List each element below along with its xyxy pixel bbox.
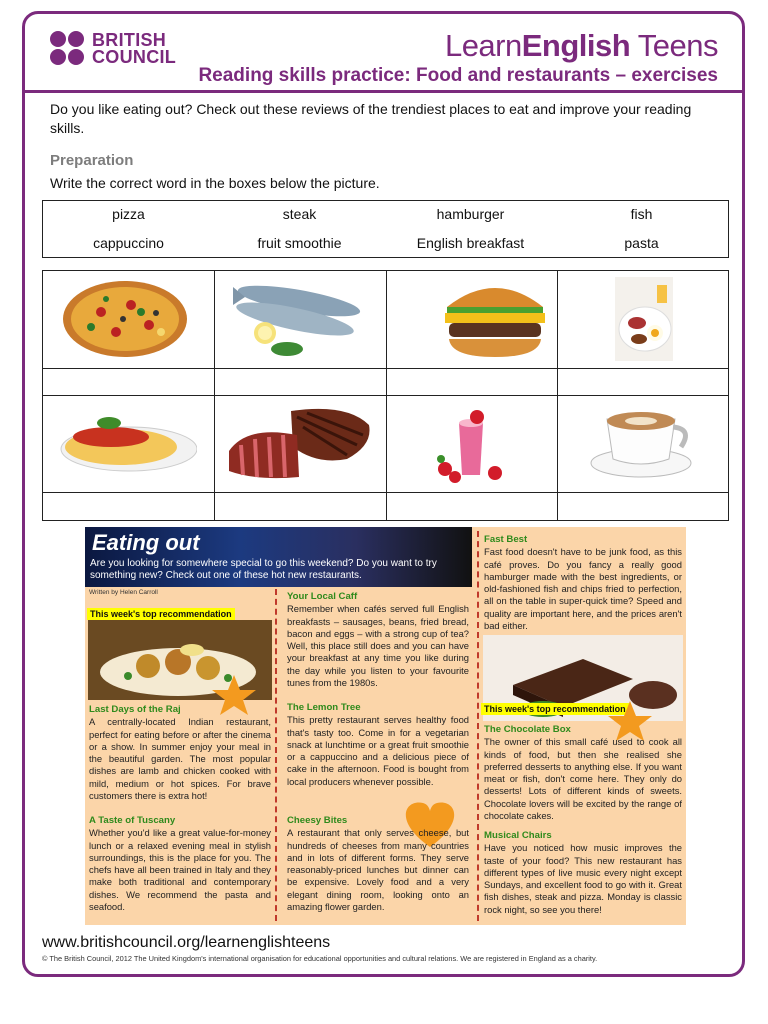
british-council-logo	[50, 31, 176, 67]
review-last-days-of-the-raj	[89, 704, 271, 802]
review-title: Cheesy Bites	[287, 815, 348, 826]
review-title: The Lemon Tree	[287, 702, 361, 713]
word-item: English breakfast	[416, 235, 525, 251]
review-text: Remember when cafés served full English breakfasts – sausages, beans, fried bread, bacon and eggs – with a strong cup of tea? Well, this place still does and you can have your breakfast at any time you like during the day while you listen to your favourite tunes from the 1980s.	[287, 603, 469, 689]
magazine-article	[85, 527, 686, 925]
cappuccino-image	[589, 407, 697, 481]
review-title: Musical Chairs	[484, 830, 552, 841]
british-council-dots-icon	[50, 31, 86, 67]
review-text: This pretty restaurant serves healthy food that's tasty too. Come in for a vegetarian snack at lunchtime or a great fruit smoothie or a cappuccino and a delicious piece of cake in the afternoon. Food is bought from local producers whenever possible.	[287, 714, 469, 787]
logo-line1: BRITISH	[92, 30, 167, 50]
pasta-image	[59, 411, 197, 473]
column-divider	[477, 531, 479, 921]
fruit-smoothie-image	[433, 409, 505, 485]
word-item: fish	[630, 206, 653, 222]
brand-suffix: Teens	[637, 28, 718, 63]
page-title: Reading skills practice: Food and restaurants – exercises	[198, 65, 718, 86]
pizza-image	[61, 277, 191, 361]
review-fast-best	[484, 534, 682, 632]
word-item: fruit smoothie	[257, 235, 342, 251]
banner-subtitle: Are you looking for somewhere special to go this weekend? Do you want to try something new? Check out one of these hot new restaurants.	[90, 558, 437, 581]
word-item: cappuccino	[93, 235, 164, 251]
banner-title: Eating out	[92, 530, 200, 555]
word-item: steak	[282, 206, 317, 222]
word-bank	[42, 200, 729, 258]
byline: Written by Helen Carroll	[89, 589, 158, 596]
review-text: The owner of this small café used to cook all kinds of food, but then she realised she preferred desserts to anything else. If you want meat or fish, don't come here. They only do desserts! Lots of different kinds of sweets. Chocolate lovers will be excited by the range of chocolate cakes.	[484, 736, 682, 822]
word-item: pasta	[624, 235, 659, 251]
review-musical-chairs	[484, 830, 682, 916]
word-item: hamburger	[436, 206, 505, 222]
logo-line2: COUNCIL	[92, 47, 177, 67]
column-divider	[275, 589, 277, 921]
word-item: pizza	[112, 206, 145, 222]
review-a-taste-of-tuscany	[89, 815, 271, 913]
top-recommendation-label: This week's top recommendation	[481, 703, 629, 715]
review-the-chocolate-box	[484, 724, 682, 822]
preparation-heading: Preparation	[50, 152, 134, 169]
review-title: The Chocolate Box	[484, 724, 571, 735]
picture-grid	[42, 270, 729, 521]
review-text: Whether you'd like a great value-for-money lunch or a relaxed evening meal in stylish surroundings, this is the place for you. The chefs have all been trained in Italy and they make both traditional and contemporary dishes. We recommend the pasta and seafood.	[89, 827, 271, 913]
header-divider	[22, 90, 745, 93]
review-title: Your Local Caff	[287, 591, 358, 602]
english-breakfast-image	[615, 277, 673, 361]
review-title: A Taste of Tuscany	[89, 815, 176, 826]
review-text: A centrally-located Indian restaurant, perfect for eating before or after the cinema or a show. In summer enjoy your meal in the beautiful garden. The most popular dishes are lamb and chicken cooked with mild, medium or hot spices. For brave customers there is extra hot!	[89, 716, 271, 802]
review-cheesy-bites	[287, 815, 469, 913]
review-title: Last Days of the Raj	[89, 704, 181, 715]
fish-image	[229, 279, 369, 361]
article-banner	[85, 527, 472, 587]
brand-bold: English	[521, 28, 631, 63]
review-text: Fast food doesn't have to be junk food, as this café proves. Do you fancy a really good hamburger made with the best ingredients, or old-fashioned fish and chips fried to perfection, all on the table in super-quick time? Speed and quality are important here, and the prices aren't bad either.	[484, 546, 682, 632]
review-the-lemon-tree	[287, 702, 469, 788]
intro-text: Do you like eating out? Check out these reviews of the trendiest places to eat and improve your reading skills.	[50, 101, 692, 136]
learnenglish-teens-brand	[445, 28, 718, 64]
footer-url[interactable]: www.britishcouncil.org/learnenglishteens	[42, 934, 331, 951]
review-title: Fast Best	[484, 534, 528, 545]
preparation-instruction: Write the correct word in the boxes below the picture.	[50, 175, 380, 191]
top-recommendation-label: This week's top recommendation	[87, 608, 235, 620]
steak-image	[227, 405, 373, 481]
review-your-local-caff	[287, 591, 469, 689]
review-text: A restaurant that only serves cheese, but hundreds of cheeses from many countries and in lots of different forms. They serve reasonably-priced lunches but dinner can be expensive. Lovely food and a very elegant dining room, looking onto an amazing flower garden.	[287, 827, 469, 913]
hamburger-image	[443, 277, 547, 361]
brand-prefix: Learn	[444, 28, 522, 63]
review-text: Have you noticed how music improves the taste of your food? This new restaurant has different types of live music every night except Sundays, and excellent food to go with it. Great fish dishes, steak and pizza. Monday is classic rock night, so see you there!	[484, 842, 682, 915]
footer-copyright: © The British Council, 2012 The United Kingdom's international organisation for educational opportunities and cultural relations. We are registered in England as a charity.	[42, 954, 598, 963]
